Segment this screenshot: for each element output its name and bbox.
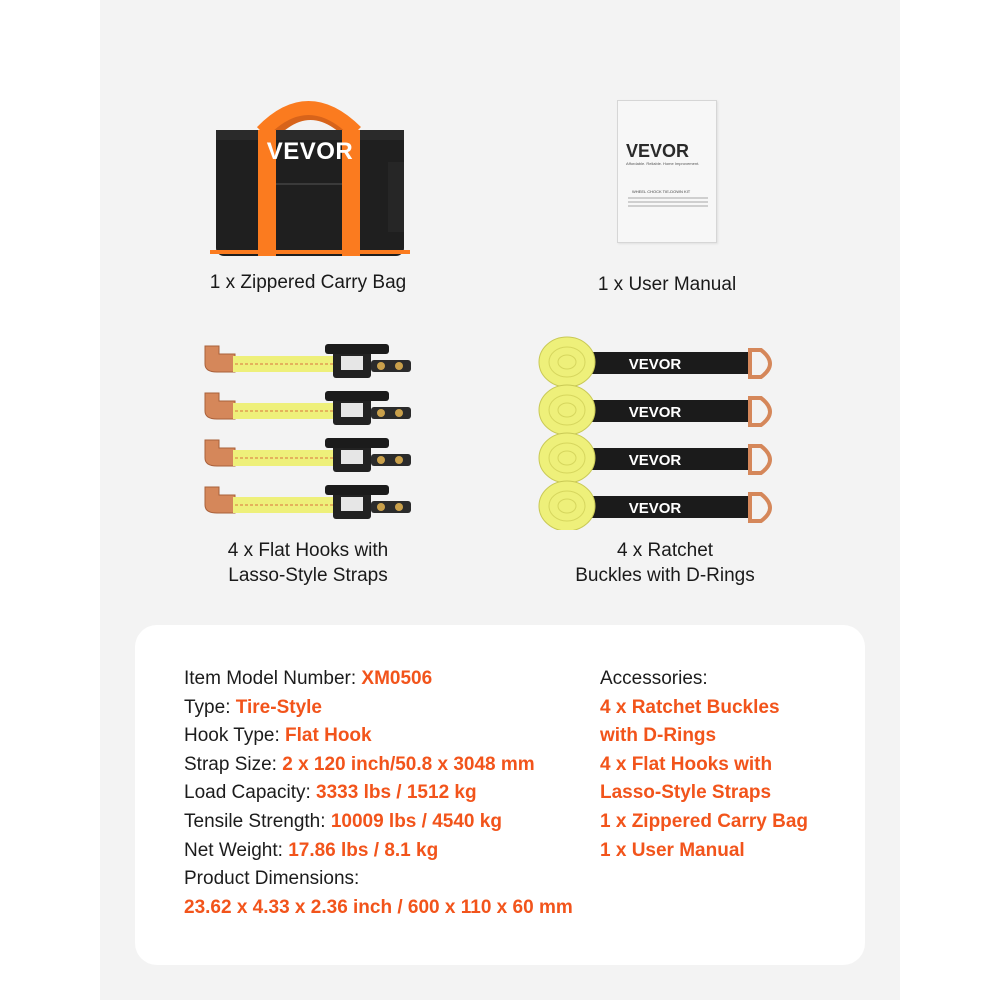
bag-caption: 1 x Zippered Carry Bag: [209, 272, 407, 293]
flat-hooks-image: [195, 330, 420, 530]
strap-brand-logo: VEVOR: [628, 404, 682, 421]
spec-value: XM0506: [361, 668, 433, 689]
accessory-item: 1 x User Manual: [600, 839, 745, 861]
manual-brand-logo: VEVOR: [626, 141, 690, 161]
spec-net-weight: [184, 837, 604, 866]
hooks-caption-line1: 4 x Flat Hooks with: [227, 540, 389, 561]
accessory-item: Lasso-Style Straps: [600, 782, 772, 804]
d-ring-strap: [539, 481, 770, 530]
manual-doc-title: WHEEL CHOCK TIE-DOWN KIT: [632, 189, 691, 194]
spec-value: 3333 lbs / 1512 kg: [316, 782, 477, 804]
carry-bag-image: [210, 100, 410, 260]
spec-tensile-strength: [184, 808, 604, 837]
spec-strap-size: [184, 751, 604, 780]
accessories-list: [600, 665, 840, 865]
spec-label: Hook Type:: [184, 725, 286, 747]
spec-value: Flat Hook: [285, 725, 372, 747]
d-ring-strap: [539, 433, 770, 483]
spec-label: Type:: [184, 696, 236, 718]
accessory-item: with D-Rings: [600, 725, 717, 747]
buckles-caption: [485, 538, 845, 588]
buckles-caption-line1: 4 x Ratchet: [616, 540, 714, 561]
hooks-caption-line2: Lasso-Style Straps: [228, 565, 388, 586]
user-manual-image: [617, 100, 717, 243]
accessory-item: 4 x Flat Hooks with: [600, 753, 773, 775]
manual-tagline: Affordable. Reliable. Home Improvement.: [626, 161, 700, 166]
spec-value: 2 x 120 inch/50.8 x 3048 mm: [282, 753, 535, 775]
buckles-caption-line2: Buckles with D-Rings: [575, 565, 755, 586]
spec-label: Tensile Strength:: [184, 810, 331, 832]
spec-value: Tire-Style: [235, 696, 322, 718]
manual-caption: 1 x User Manual: [597, 274, 737, 295]
accessories-title: Accessories:: [600, 668, 708, 689]
spec-value: 17.86 lbs / 8.1 kg: [288, 839, 439, 861]
specifications-card: [135, 625, 865, 965]
spec-load-capacity: [184, 779, 604, 808]
spec-model: [184, 665, 604, 694]
spec-value: 10009 lbs / 4540 kg: [330, 810, 502, 832]
strap-brand-logo: VEVOR: [628, 452, 682, 469]
spec-hook-type: [184, 722, 604, 751]
spec-label: Item Model Number:: [184, 668, 362, 689]
d-ring-straps-image: [535, 320, 795, 530]
spec-label: Load Capacity:: [184, 782, 317, 804]
spec-dimensions-value: 23.62 x 4.33 x 2.36 inch / 600 x 110 x 60 mm: [184, 896, 573, 918]
d-ring-strap: [539, 385, 770, 435]
d-ring-strap: [539, 337, 770, 387]
strap-brand-logo: VEVOR: [628, 500, 682, 517]
hooks-caption: [128, 538, 488, 588]
spec-type: [184, 694, 604, 723]
strap-brand-logo: VEVOR: [628, 356, 682, 373]
spec-dimensions-label: Product Dimensions:: [184, 868, 360, 890]
specifications-list: [184, 665, 604, 922]
bag-brand-logo: VEVOR: [266, 138, 354, 165]
spec-label: Strap Size:: [184, 753, 283, 775]
spec-label: Net Weight:: [184, 839, 289, 861]
manual-model-lines: [628, 197, 708, 199]
accessory-item: 4 x Ratchet Buckles: [600, 696, 780, 718]
accessory-item: 1 x Zippered Carry Bag: [600, 810, 809, 832]
